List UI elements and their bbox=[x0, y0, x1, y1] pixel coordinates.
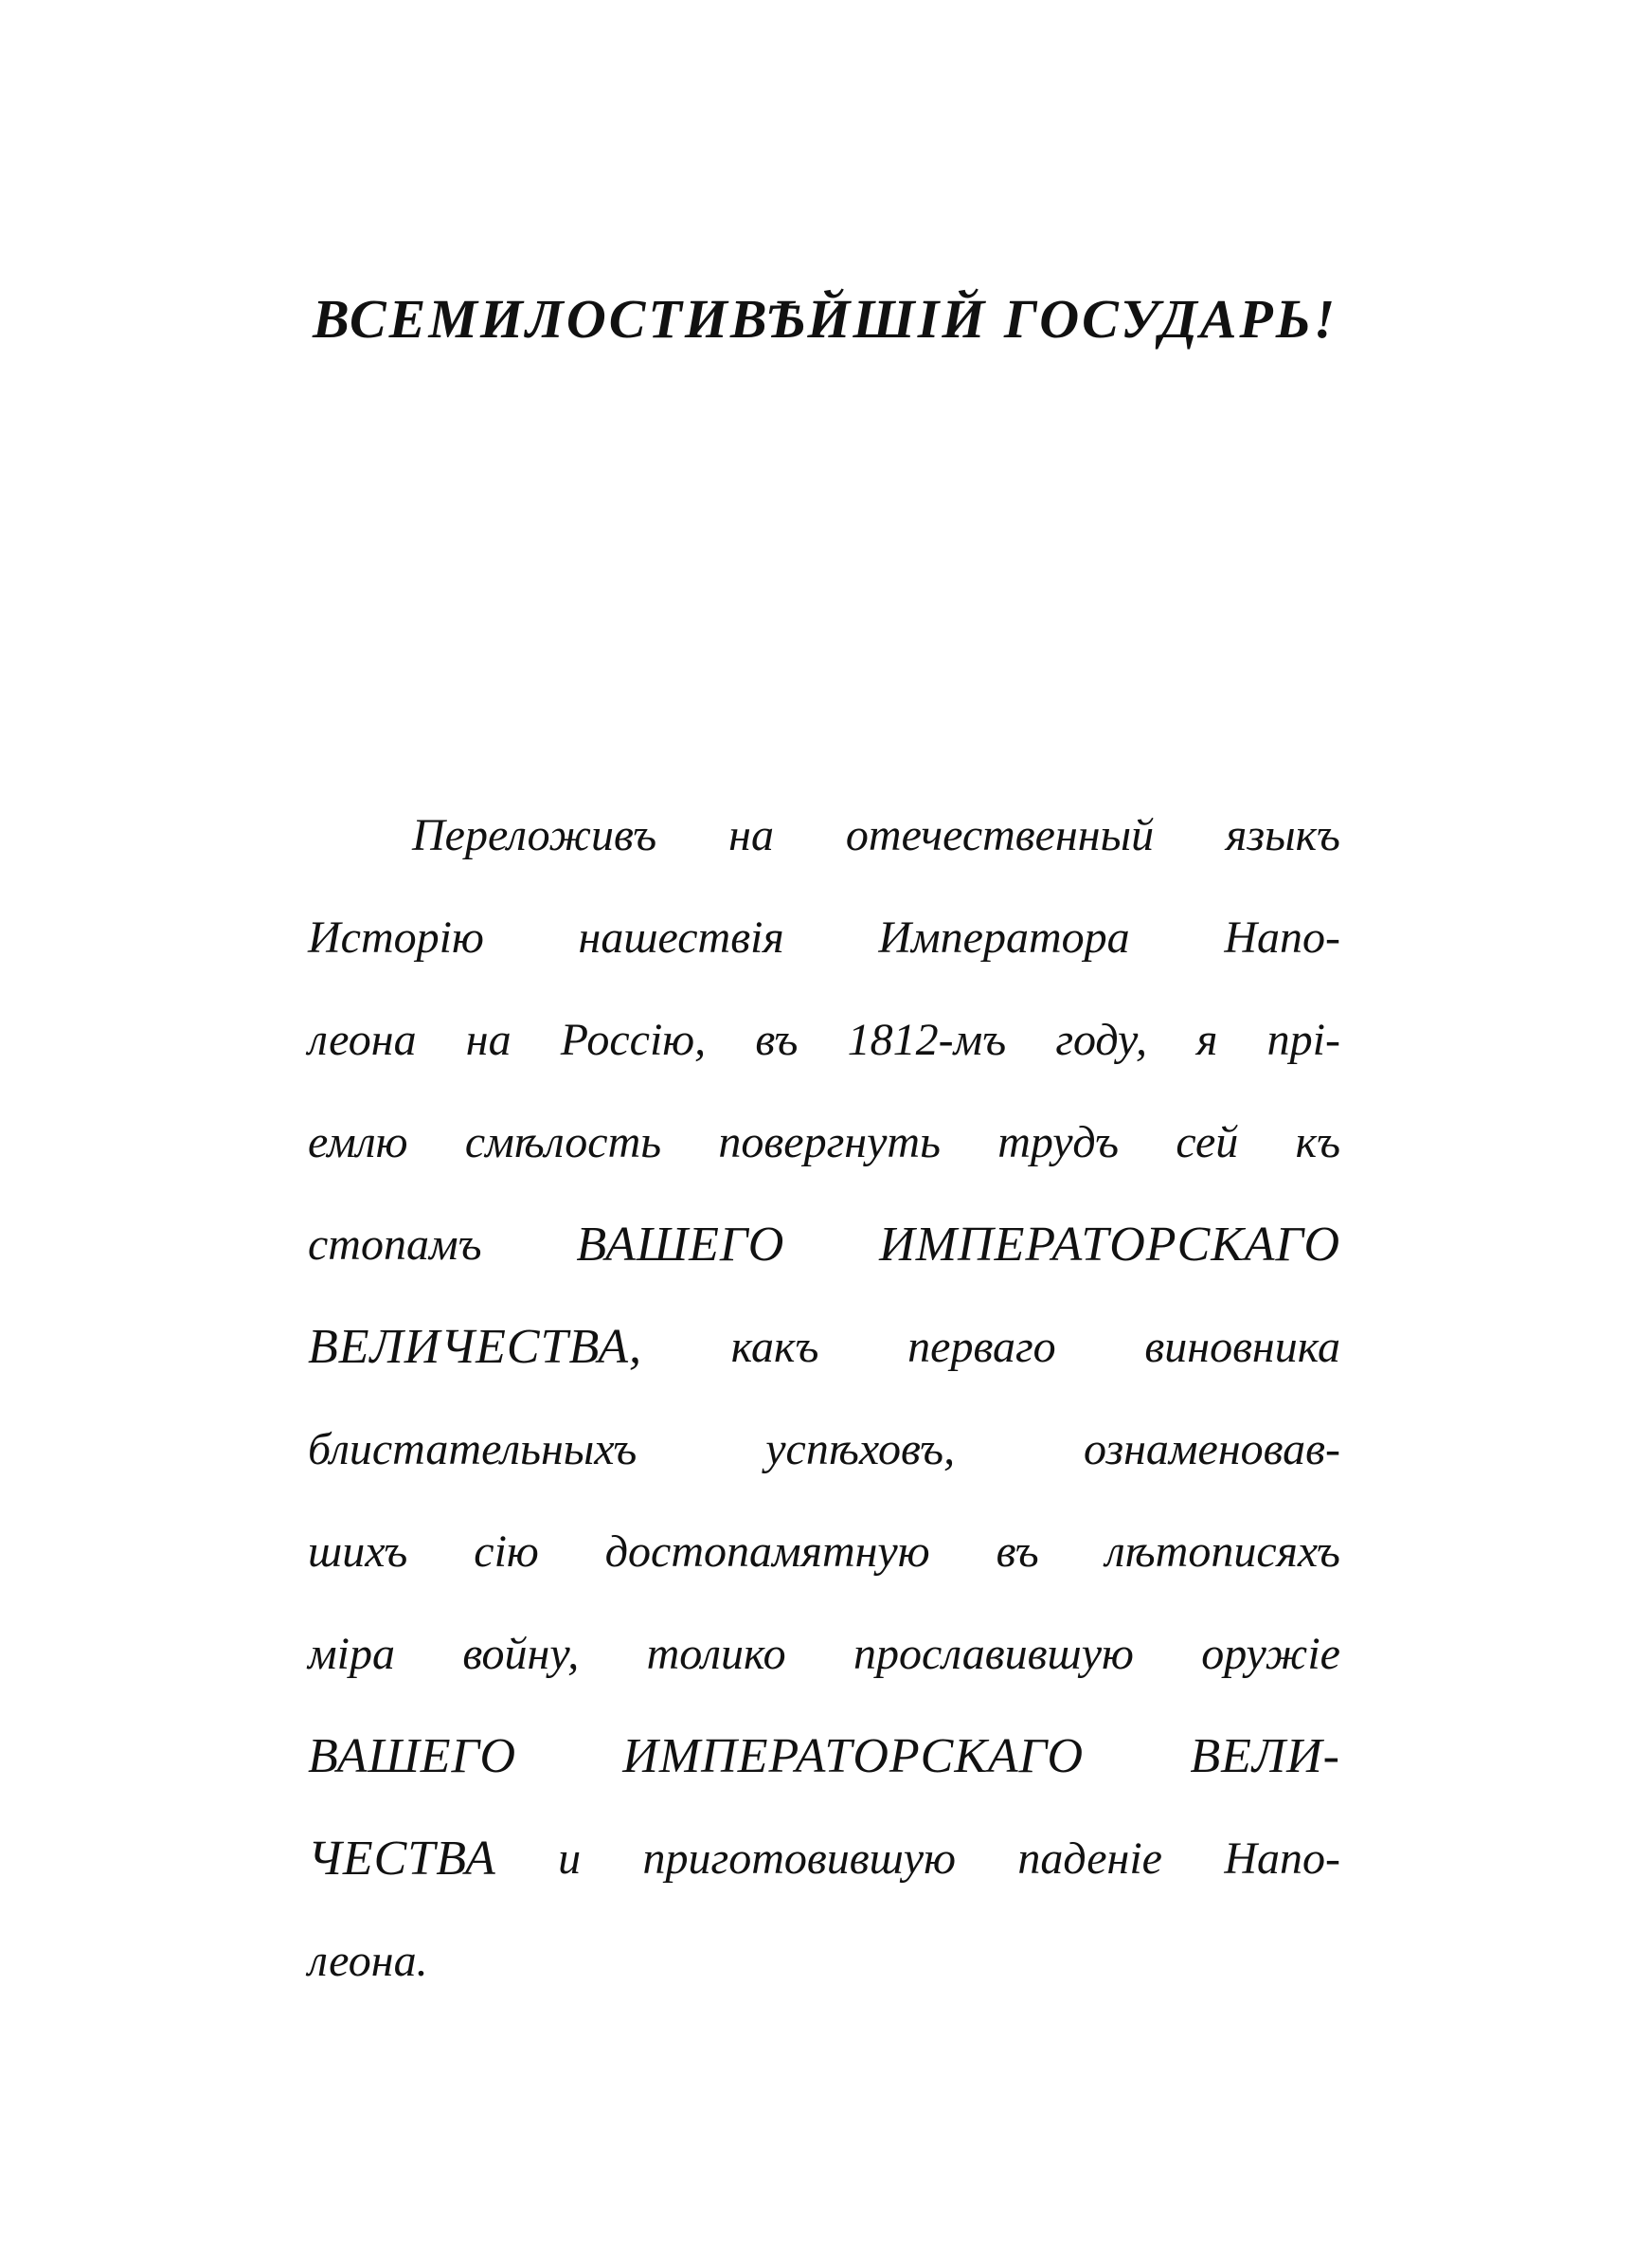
text-line-2 bbox=[308, 900, 1340, 976]
word: Россію, bbox=[560, 1015, 707, 1065]
text-line-5 bbox=[308, 1207, 1340, 1283]
word: ИМПЕРАТОРСКАГО bbox=[622, 1729, 1085, 1783]
text-line-3 bbox=[308, 1002, 1340, 1078]
word: Исторію bbox=[308, 912, 484, 963]
word: Переложивъ bbox=[412, 810, 657, 860]
word: 1812-мъ bbox=[847, 1015, 1007, 1065]
word: Напо- bbox=[1224, 912, 1340, 963]
word: лѣтописяхъ bbox=[1104, 1526, 1340, 1577]
word: какъ bbox=[730, 1322, 819, 1372]
word: ВЕЛИ- bbox=[1190, 1729, 1340, 1783]
word: прославившую bbox=[853, 1629, 1134, 1679]
text-line-10 bbox=[308, 1719, 1340, 1795]
text-line-4 bbox=[308, 1105, 1340, 1181]
text-line-7 bbox=[308, 1412, 1340, 1488]
word: достопамятную bbox=[604, 1526, 930, 1577]
word: сей bbox=[1176, 1117, 1239, 1167]
word: трудъ bbox=[997, 1117, 1119, 1167]
word: міра bbox=[308, 1629, 395, 1679]
word: толико bbox=[646, 1629, 786, 1679]
word: леона. bbox=[308, 1936, 428, 1986]
word: войну, bbox=[462, 1629, 580, 1679]
word: паденіе bbox=[1017, 1833, 1162, 1884]
word: ИМПЕРАТОРСКАГО bbox=[879, 1218, 1340, 1272]
word: ВЕЛИЧЕСТВА, bbox=[308, 1320, 643, 1374]
word: Императора bbox=[878, 912, 1130, 963]
word: я bbox=[1196, 1015, 1218, 1065]
word: блистательныхъ bbox=[308, 1424, 637, 1474]
word: въ bbox=[755, 1015, 799, 1065]
word: перваго bbox=[907, 1322, 1056, 1372]
word: леона bbox=[308, 1015, 417, 1065]
word: Напо- bbox=[1224, 1833, 1340, 1884]
word: прі- bbox=[1266, 1015, 1340, 1065]
word: и bbox=[558, 1833, 582, 1884]
text-line-6 bbox=[308, 1309, 1340, 1385]
page-heading: ВСЕМИЛОСТИВѢЙШІЙ ГОСУДАРЬ! bbox=[313, 288, 1338, 350]
word: ознаменовав- bbox=[1084, 1424, 1340, 1474]
word: въ bbox=[996, 1526, 1039, 1577]
text-line-1 bbox=[412, 798, 1340, 874]
text-line-9 bbox=[308, 1616, 1340, 1692]
text-line-8 bbox=[308, 1514, 1340, 1590]
word: языкъ bbox=[1226, 810, 1340, 860]
word: къ bbox=[1295, 1117, 1340, 1167]
word: емлю bbox=[308, 1117, 408, 1167]
word: ВАШЕГО bbox=[576, 1218, 785, 1272]
text-line-12 bbox=[308, 1923, 1340, 1999]
word: шихъ bbox=[308, 1526, 408, 1577]
word: нашествія bbox=[578, 912, 784, 963]
word: оружіе bbox=[1201, 1629, 1340, 1679]
word: ВАШЕГО bbox=[308, 1729, 516, 1783]
word: успѣховъ, bbox=[765, 1424, 956, 1474]
word: ЧЕСТВА bbox=[308, 1832, 496, 1886]
text-line-11 bbox=[308, 1821, 1340, 1897]
word: отечественный bbox=[845, 810, 1155, 860]
word: стопамъ bbox=[308, 1219, 482, 1270]
word: сію bbox=[474, 1526, 539, 1577]
word: году, bbox=[1055, 1015, 1147, 1065]
word: повергнуть bbox=[718, 1117, 941, 1167]
word: виновника bbox=[1144, 1322, 1340, 1372]
word: на bbox=[465, 1015, 512, 1065]
word: приготовившую bbox=[642, 1833, 956, 1884]
word: на bbox=[728, 810, 774, 860]
word: смѣлость bbox=[464, 1117, 662, 1167]
